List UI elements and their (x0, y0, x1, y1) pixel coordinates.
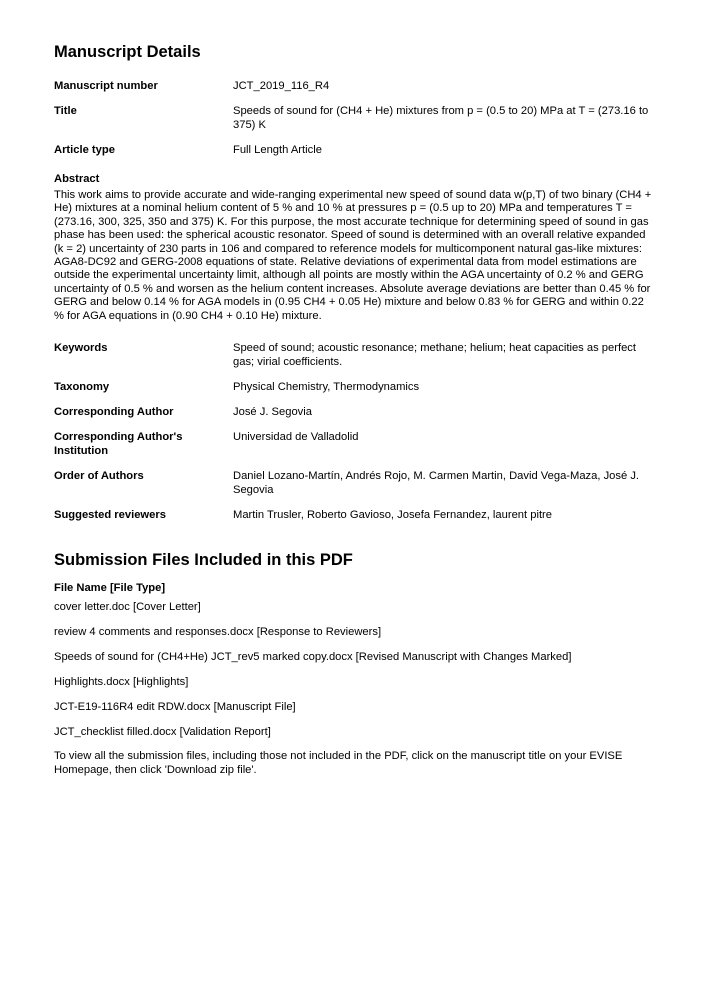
manuscript-number-row (54, 79, 652, 93)
manuscript-number-label: Manuscript number (54, 80, 158, 92)
file-item: Highlights.docx [Highlights] (54, 676, 189, 689)
submission-files-heading: Submission Files Included in this PDF (54, 551, 353, 570)
taxonomy-row (54, 380, 652, 394)
institution-value: Universidad de Valladolid (233, 431, 359, 444)
suggested-reviewers-value: Martin Trusler, Roberto Gavioso, Josefa Fernandez, laurent pitre (233, 509, 552, 522)
article-type-label: Article type (54, 144, 115, 156)
file-item: cover letter.doc [Cover Letter] (54, 601, 201, 614)
abstract-text: This work aims to provide accurate and wide-ranging experimental new speed of sound data w(p,T) of two binary (CH4 + He) mixtures at a nominal helium content of 5 % and 10 % at pressures p = (0.5 up to 20) MPa and temperatures T = (273.16, 300, 325, 350 and 375) K. For this purpose, the most accurate technique for determining speed of sound in gas phase has been used: the spherical acoustic resonator. Speed of sound is determined with an overall relative expanded (k = 2) uncertainty of 230 parts in 106 and compared to reference models for multicomponent natural gas-like mixtures: AGA8-DC92 and GERG-2008 equations of state. Relative deviations of experimental data from model estimations are outside the experimental uncertainty limit, although all points are mostly within the AGA uncertainty of 0.2 % and GERG uncertainty of 0.5 % and worsen as the helium content increases. Absolute average deviations are better than 0.45 % for GERG and below 0.14 % for AGA models in (0.95 CH4 + 0.05 He) mixture and below 0.83 % for GERG and within 0.22 % for AGA equations in (0.90 CH4 + 0.10 He) mixture. (54, 189, 652, 322)
title-row (54, 104, 652, 132)
title-value: Speeds of sound for (CH4 + He) mixtures from p = (0.5 to 20) MPa at T = (273.16 to 375) K (233, 105, 649, 131)
manuscript-page (54, 42, 652, 777)
keywords-row (54, 341, 652, 369)
file-list-header: File Name [File Type] (54, 582, 166, 595)
file-item: JCT_checklist filled.docx [Validation Report] (54, 726, 271, 739)
keywords-label: Keywords (54, 342, 108, 355)
institution-label: Corresponding Author's Institution (54, 431, 183, 458)
title-label: Title (54, 105, 77, 117)
corresponding-author-label: Corresponding Author (54, 406, 174, 419)
file-item: Speeds of sound for (CH4+He) JCT_rev5 marked copy.docx [Revised Manuscript with Changes Marked] (54, 651, 572, 664)
corresponding-author-row (54, 405, 652, 419)
file-item: JCT-E19-116R4 edit RDW.docx [Manuscript File] (54, 701, 296, 714)
file-item: review 4 comments and responses.docx [Response to Reviewers] (54, 626, 382, 639)
article-type-row (54, 143, 652, 157)
taxonomy-value: Physical Chemistry, Thermodynamics (233, 381, 420, 394)
keywords-value: Speed of sound; acoustic resonance; methane; helium; heat capacities as perfect gas; virial coefficients. (233, 342, 636, 369)
order-of-authors-row (54, 469, 652, 497)
abstract-label: Abstract (54, 173, 100, 185)
abstract-section (54, 172, 652, 323)
suggested-reviewers-row (54, 508, 652, 522)
download-instructions: To view all the submission files, including those not included in the PDF, click on the manuscript title on your EVISE Homepage, then click 'Download zip file'. (54, 750, 623, 776)
article-type-value: Full Length Article (233, 144, 322, 156)
order-of-authors-label: Order of Authors (54, 470, 144, 483)
manuscript-number-value: JCT_2019_116_R4 (233, 80, 330, 92)
corresponding-author-value: José J. Segovia (233, 406, 312, 419)
order-of-authors-value: Daniel Lozano-Martín, Andrés Rojo, M. Carmen Martin, David Vega-Maza, José J. Segovia (233, 470, 640, 497)
suggested-reviewers-label: Suggested reviewers (54, 509, 166, 522)
institution-row (54, 430, 652, 458)
manuscript-details-heading: Manuscript Details (54, 43, 201, 61)
taxonomy-label: Taxonomy (54, 381, 110, 394)
